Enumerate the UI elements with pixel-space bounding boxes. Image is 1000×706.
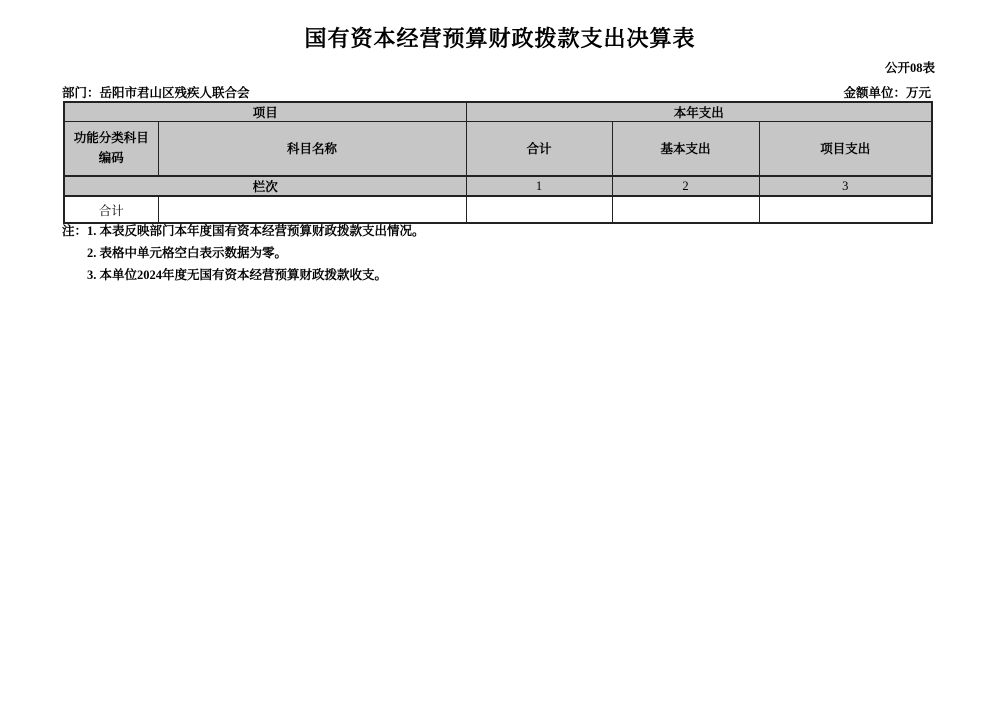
expenditure-table [63,101,933,224]
table-code-label: 公开08表 [884,61,935,75]
row-total-basic-cell [612,196,759,223]
header-basic-expenditure: 基本支出 [612,122,759,177]
header-function-code-label: 功能分类科目编码 [73,131,149,165]
row-total-sum-cell [466,196,612,223]
header-project-expenditure: 项目支出 [759,122,932,177]
row-total-name-cell [158,196,466,223]
department-line [62,83,250,101]
header-columns-row [64,122,932,177]
note-item-2: 2. 表格中单元格空白表示数据为零。 [87,246,288,260]
column-number-2: 2 [612,176,759,196]
header-function-code [64,122,158,177]
header-group-project: 项目 [64,102,466,122]
header-subject-name: 科目名称 [158,122,466,177]
header-total: 合计 [466,122,612,177]
amount-unit-label: 金额单位：万元 [843,86,931,100]
header-group-current-year-expenditure: 本年支出 [466,102,932,122]
row-total-label: 合计 [64,196,158,223]
column-number-3: 3 [759,176,932,196]
notes [62,220,425,286]
header-lanci: 栏次 [64,176,466,196]
note-item-3: 3. 本单位2024年度无国有资本经营预算财政拨款收支。 [87,268,388,282]
row-total-project-cell [759,196,932,223]
column-number-row [64,176,932,196]
notes-prefix: 注： [62,224,88,238]
column-number-1: 1 [466,176,612,196]
header-group-row [64,102,932,122]
page-title: 国有资本经营预算财政拨款支出决算表 [304,26,696,51]
note-line-1 [62,220,425,242]
table-row-total [64,196,932,223]
department-value: 岳阳市君山区残疾人联合会 [99,86,250,100]
note-item-1: 1. 本表反映部门本年度国有资本经营预算财政拨款支出情况。 [87,224,425,238]
department-label: 部门： [62,86,100,100]
